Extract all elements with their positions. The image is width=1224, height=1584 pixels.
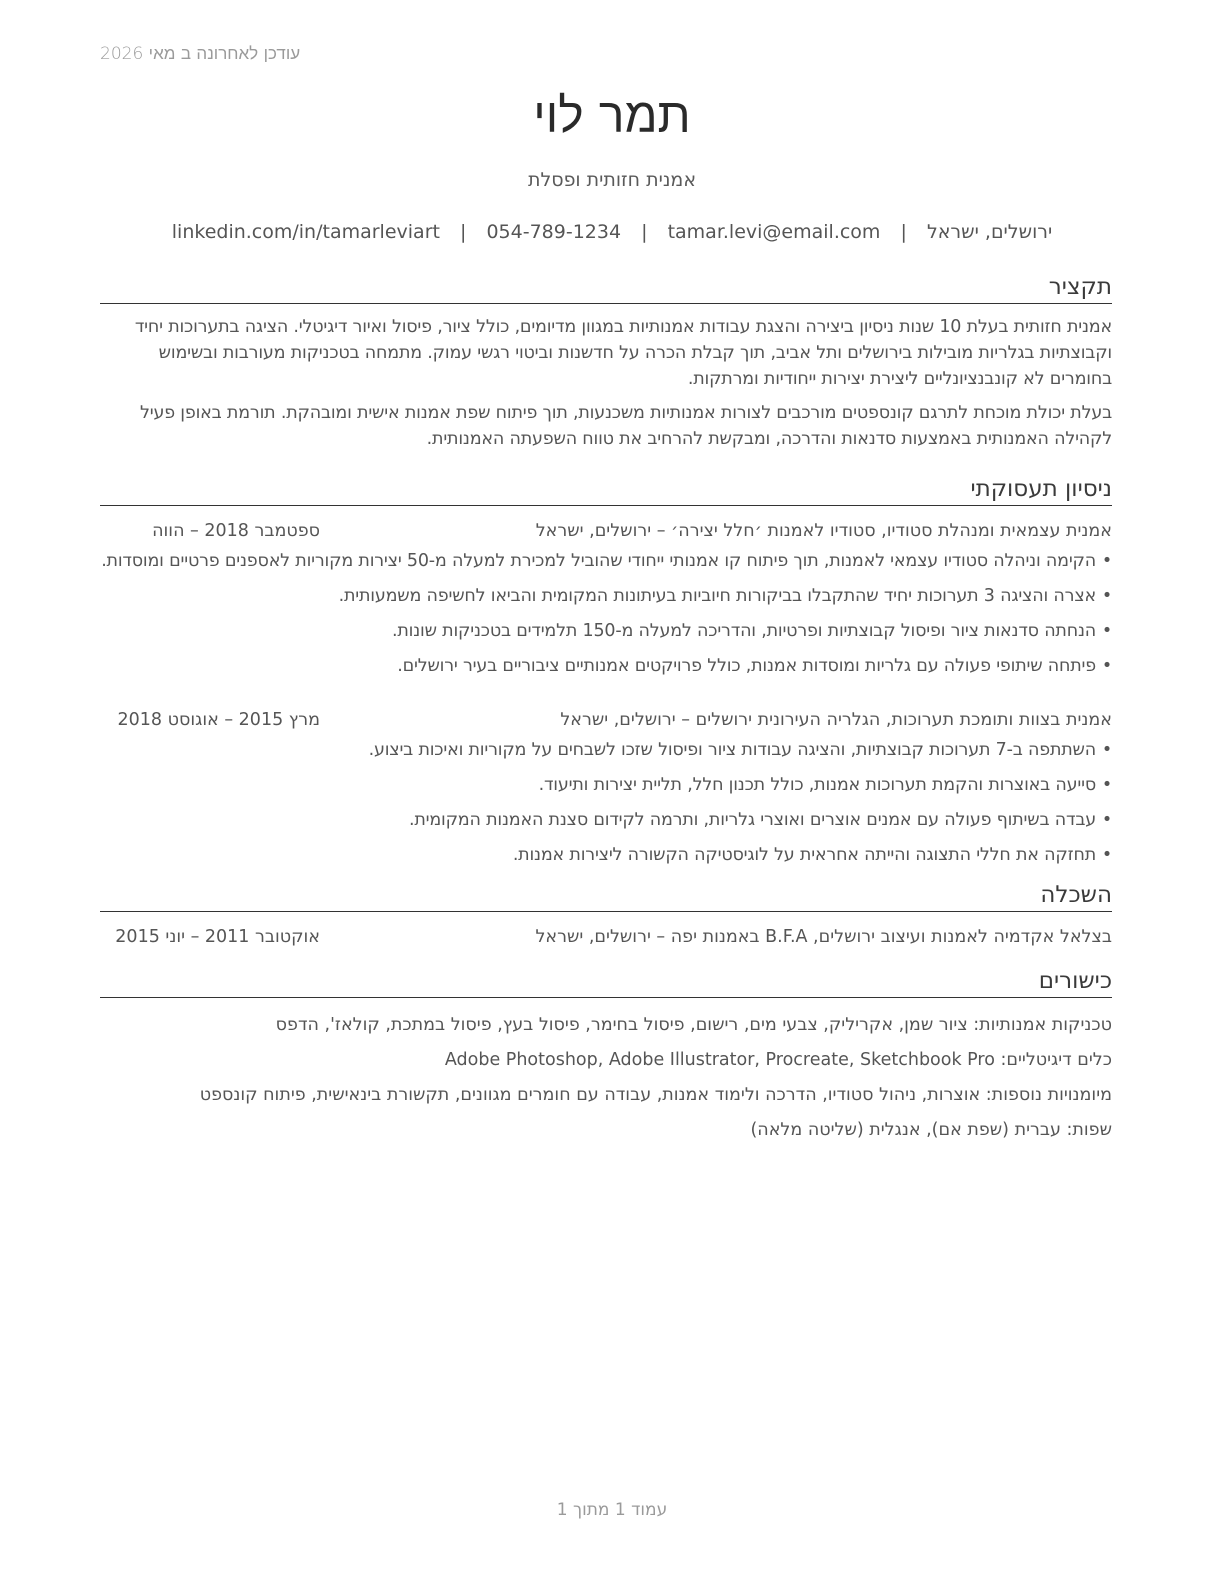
skills-line: מיומנויות נוספות: אוצרות, ניהול סטודיו, הדרכה ולימוד אמנות, עבודה עם חומרים מגוונים, תקשורת בינאישית, פיתוח קונספט <box>199 1085 1112 1105</box>
education-section <box>100 880 1112 950</box>
contact-separator: | <box>460 221 467 243</box>
job-bullet: • הקימה וניהלה סטודיו עצמאי לאמנות, תוך פיתוח קו אמנותי ייחודי שהוביל למכירת למעלה מ-50 יצירות מקוריות לאספנים פרטיים ומוסדות. <box>100 548 1112 574</box>
education-dates: אוקטובר 2011 – יוני 2015 <box>115 927 320 947</box>
last-updated: עודכן לאחרונה ב מאי 2026 <box>100 44 301 64</box>
job-bullet: • תחזקה את חללי התצוגה והייתה אחראית על לוגיסטיקה הקשורה ליצירות אמנות. <box>100 842 1112 868</box>
experience-title: ניסיון תעסוקתי <box>100 474 1112 506</box>
job-bullets <box>100 737 1112 868</box>
job-entry <box>100 707 1112 868</box>
subtitle: אמנית חזותית ופסלת <box>527 169 697 191</box>
job-header <box>100 518 1112 544</box>
job-header <box>100 707 1112 733</box>
job-bullet: • השתתפה ב-7 תערוכות קבוצתיות, והציגה עבודות ציור ופיסול שזכו לשבחים על מקוריות ואיכות ביצוע. <box>100 737 1112 763</box>
job-bullets <box>100 548 1112 679</box>
summary-paragraph: בעלת יכולת מוכחת לתרגם קונספטים מורכבים לצורות אמנותיות משכנעות, תוך פיתוח שפת אמנות אישית ומובהקת. תורמת באופן פעיל לקהילה האמנותית באמצעות סדנאות והדרכה, ומבקשת להרחיב את טווח השפעתה האמנותית. <box>139 403 1112 449</box>
contact-linkedin[interactable]: linkedin.com/in/tamarleviart <box>171 221 440 243</box>
education-heading: בצלאל אקדמיה לאמנות ועיצוב ירושלים, B.F.A באמנות יפה – ירושלים, ישראל <box>535 927 1112 947</box>
page-footer: עמוד 1 מתוך 1 <box>556 1500 668 1520</box>
job-title: אמנית עצמאית ומנהלת סטודיו, סטודיו לאמנות ׳חלל יצירה׳ – ירושלים, ישראל <box>535 521 1112 541</box>
job-bullet: • אצרה והציגה 3 תערוכות יחיד שהתקבלו בביקורות חיוביות בעיתונות המקומית והביאו לחשיפה משמעותית. <box>100 583 1112 609</box>
summary-paragraph: אמנית חזותית בעלת 10 שנות ניסיון ביצירה והצגת עבודות אמנותיות במגוון מדיומים, כולל ציור, פיסול ואיור דיגיטלי. הציגה בתערוכות יחיד וקבוצתיות בגלריות מובילות בירושלים ותל אביב, תוך קבלת הכרה על חדשנות וביטוי רגשי עמוק. מתמחה בטכניקות מעורבות ובשימוש בחומרים לא קונבנציונליים ליצירת יצירות ייחודיות ומרתקות. <box>134 317 1112 389</box>
job-dates: ספטמבר 2018 – הווה <box>152 521 320 541</box>
contact-line <box>0 220 1224 244</box>
job-bullet: • עבדה בשיתוף פעולה עם אמנים אוצרים ואוצרי גלריות, ותרמה לקידום סצנת האמנות המקומית. <box>100 807 1112 833</box>
experience-section <box>100 474 1112 868</box>
contact-location: ירושלים, ישראל <box>926 221 1053 243</box>
job-bullet: • פיתחה שיתופי פעולה עם גלריות ומוסדות אמנות, כולל פרויקטים אמנותיים ציבוריים בעיר ירושלים. <box>100 653 1112 679</box>
education-entry <box>100 924 1112 950</box>
resume-header <box>0 84 1224 244</box>
contact-separator: | <box>641 221 648 243</box>
name-heading: תמר לוי <box>533 88 691 144</box>
skills-line: שפות: עברית (שפת אם), אנגלית (שליטה מלאה) <box>750 1120 1112 1140</box>
skills-line: כלים דיגיטליים: Adobe Photoshop, Adobe Illustrator, Procreate, Sketchbook Pro <box>444 1050 1112 1070</box>
job-entry <box>100 518 1112 679</box>
job-bullet: • סייעה באוצרות והקמת תערוכות אמנות, כולל תכנון חלל, תליית יצירות ותיעוד. <box>100 772 1112 798</box>
skills-section <box>100 966 1112 1143</box>
contact-separator: | <box>900 221 907 243</box>
resume-body <box>100 272 1112 1152</box>
skills-title: כישורים <box>100 966 1112 998</box>
summary-title: תקציר <box>100 272 1112 304</box>
education-title: השכלה <box>100 880 1112 912</box>
skills-line: טכניקות אמנותיות: ציור שמן, אקריליק, צבעי מים, רישום, פיסול בחימר, פיסול בעץ, פיסול במתכת, קולאז', הדפס <box>275 1015 1112 1035</box>
job-title: אמנית בצוות ותומכת תערוכות, הגלריה העירונית ירושלים – ירושלים, ישראל <box>560 710 1112 730</box>
job-bullet: • הנחתה סדנאות ציור ופיסול קבוצתיות ופרטיות, והדריכה למעלה מ-150 תלמידים בטכניקות שונות. <box>100 618 1112 644</box>
job-dates: מרץ 2015 – אוגוסט 2018 <box>117 710 320 730</box>
contact-email[interactable]: tamar.levi@email.com <box>667 221 881 243</box>
summary-section <box>100 272 1112 452</box>
contact-phone[interactable]: 054-789-1234 <box>486 221 622 243</box>
